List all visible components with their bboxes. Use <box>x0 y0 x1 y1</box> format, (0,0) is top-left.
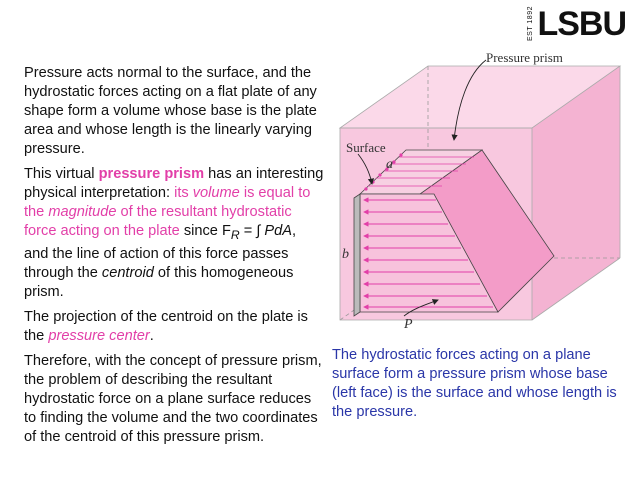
p2-text: since F <box>179 223 231 239</box>
pressure-center-term: pressure center <box>48 327 150 344</box>
lsbu-logo <box>527 6 626 42</box>
paragraph-1: Pressure acts normal to the surface, and the hydrostatic forces acting on a flat plate of any shape form a volume whose base is the plate area and whose length is the linearly varying pressure. <box>24 65 317 157</box>
paragraph-4: Therefore, with the concept of pressure prism, the problem of describing the resultant hydrostatic force on a plane surface reduces to finding the volume and the two coordinates of the centroid of this pressure prism. <box>24 352 322 445</box>
paragraph-3 <box>24 308 324 346</box>
subscript-r: R <box>230 227 240 242</box>
p2-pink-text: of the resultant hydrostatic force acting on the plate <box>24 204 292 239</box>
p2-text: has an interesting physical interpretation: <box>24 166 324 201</box>
pressure-prism-diagram <box>318 44 638 340</box>
logo-name: LSBU <box>537 5 626 43</box>
paragraph-2 <box>24 165 324 302</box>
p2-pink-text: its <box>174 185 193 201</box>
p2-text: = ∫ <box>239 223 265 239</box>
label-b: b <box>342 247 349 262</box>
p2-pink-text: is equal to the <box>24 185 311 220</box>
logo-est-text: EST 1892 <box>527 6 535 42</box>
label-p: P <box>404 317 413 332</box>
pressure-prism-term: pressure prism <box>98 166 205 182</box>
body-text <box>24 64 324 453</box>
label-a: a <box>386 157 393 172</box>
pressure-prism-figure <box>318 44 638 340</box>
volume-term: volume <box>192 185 240 201</box>
p2-text: This virtual <box>24 166 99 182</box>
p2-text: , and the line of action of this force passes through the <box>24 223 296 281</box>
p2-text: of this homogeneous prism. <box>24 264 294 300</box>
surface-plate <box>354 194 360 316</box>
centroid-term: centroid <box>101 264 154 281</box>
p3-text: The projection of the centroid on the plate is the <box>24 308 308 344</box>
integrand: PdA <box>264 223 292 239</box>
magnitude-term: magnitude <box>48 204 117 220</box>
p3-text: . <box>149 327 154 344</box>
figure-caption: The hydrostatic forces acting on a plane surface form a pressure prism whose base (left face) is the surface and whose length is the pressure. <box>332 347 617 420</box>
label-pressure-prism: Pressure prism <box>486 50 563 65</box>
label-surface: Surface <box>346 140 386 155</box>
